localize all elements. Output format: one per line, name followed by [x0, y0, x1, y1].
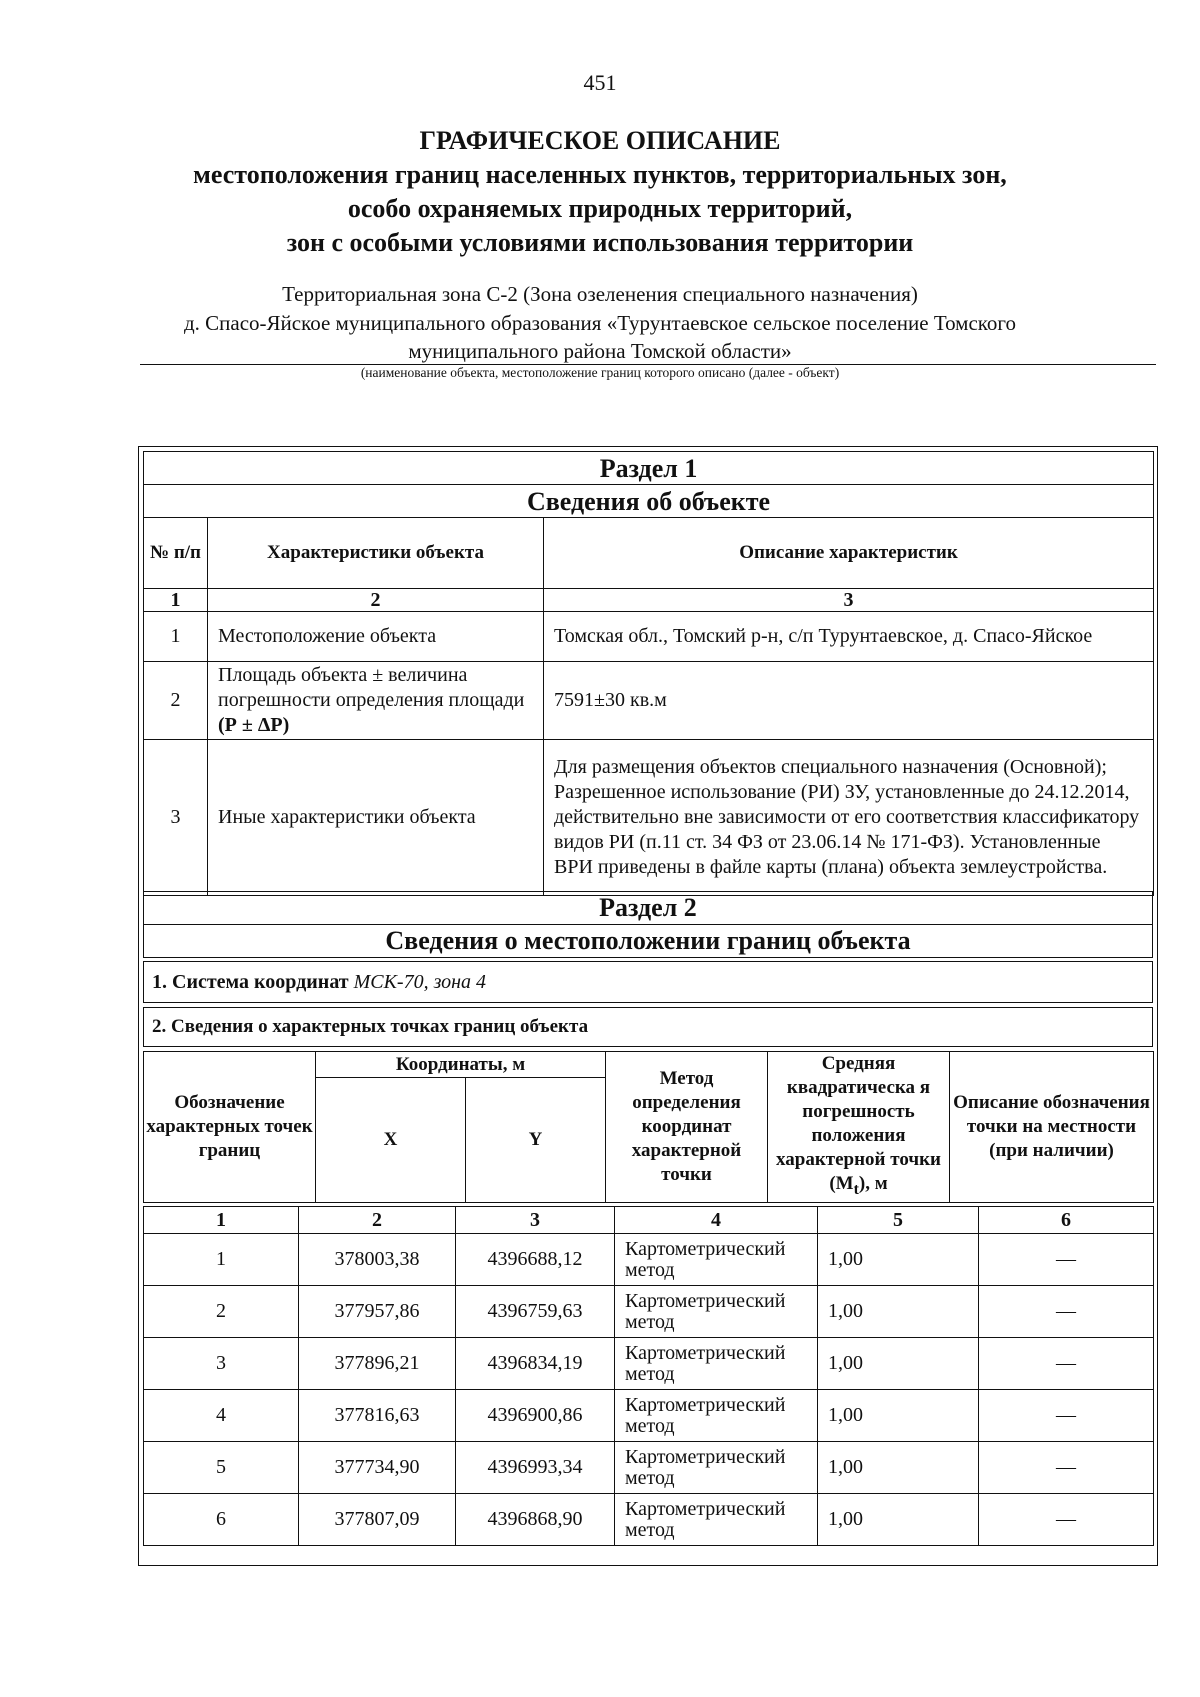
document-subtitle-line-3: зон с особыми условиями использования территории — [286, 228, 914, 257]
coordinate-system — [143, 961, 1153, 1003]
document-subtitle-line-1: местоположения границ населенных пунктов, территориальных зон, — [193, 160, 1007, 189]
column-number: 2 — [299, 1207, 456, 1234]
point-id: 5 — [144, 1442, 299, 1494]
point-error: 1,00 — [818, 1338, 979, 1390]
table-row — [144, 662, 1154, 740]
column-number: 2 — [208, 589, 544, 612]
points-header-table — [143, 1051, 1154, 1203]
point-y: 4396759,63 — [456, 1286, 615, 1338]
point-method: Картометрический метод — [615, 1390, 818, 1442]
table-row — [144, 1442, 1154, 1494]
object-name-line-1: Территориальная зона С-2 (Зона озеленения специального назначения) — [282, 282, 918, 306]
point-y: 4396688,12 — [456, 1234, 615, 1286]
point-description: — — [979, 1494, 1154, 1546]
table-row — [144, 1390, 1154, 1442]
header-error-text: Средняя квадратическа я погрешность положения характерной точки (M — [776, 1053, 941, 1194]
characteristic-name: Иные характеристики объекта — [208, 740, 544, 896]
point-x: 377734,90 — [299, 1442, 456, 1494]
point-y: 4396993,34 — [456, 1442, 615, 1494]
header-error-subscript: t — [853, 1180, 859, 1198]
point-id: 1 — [144, 1234, 299, 1286]
document-title: ГРАФИЧЕСКОЕ ОПИСАНИЕ — [419, 126, 781, 155]
section-2-title-table — [143, 891, 1153, 958]
characteristic-value: Томская обл., Томский р-н, с/п Турунтаевское, д. Спасо-Яйское — [544, 612, 1154, 662]
point-method: Картометрический метод — [615, 1338, 818, 1390]
point-x: 378003,38 — [299, 1234, 456, 1286]
point-error: 1,00 — [818, 1286, 979, 1338]
header-num: № п/п — [144, 518, 208, 589]
object-name-line-3: муниципального района Томской области» — [408, 339, 792, 363]
row-number: 2 — [144, 662, 208, 740]
point-error: 1,00 — [818, 1234, 979, 1286]
point-x: 377816,63 — [299, 1390, 456, 1442]
point-method: Картометрический метод — [615, 1494, 818, 1546]
table-row — [144, 1234, 1154, 1286]
coordinate-system-value: МСК-70, зона 4 — [353, 971, 487, 993]
table-row — [144, 1494, 1154, 1546]
point-method: Картометрический метод — [615, 1286, 818, 1338]
header-coordinates: Координаты, м — [316, 1052, 606, 1078]
point-description: — — [979, 1286, 1154, 1338]
table-row — [144, 612, 1154, 662]
point-x: 377957,86 — [299, 1286, 456, 1338]
object-name-caption: (наименование объекта, местоположение границ которого описано (далее - объект) — [360, 365, 840, 380]
point-id: 2 — [144, 1286, 299, 1338]
header-error — [768, 1052, 950, 1203]
header-x: X — [316, 1078, 466, 1203]
header-method: Метод определения координат характерной точки — [606, 1052, 768, 1203]
column-number: 6 — [979, 1207, 1154, 1234]
header-designation: Обозначение характерных точек границ — [144, 1052, 316, 1203]
point-description: — — [979, 1442, 1154, 1494]
points-table — [143, 1206, 1154, 1546]
characteristic-name: Местоположение объекта — [208, 612, 544, 662]
section-1-title: Раздел 1 — [144, 452, 1154, 485]
section-1-table — [143, 451, 1154, 896]
characteristic-formula: (Р ± ΔР) — [218, 714, 290, 736]
section-2-subtitle: Сведения о местоположении границ объекта — [144, 925, 1153, 958]
section-1-subtitle: Сведения об объекте — [144, 485, 1154, 518]
column-number: 3 — [544, 589, 1154, 612]
point-x: 377896,21 — [299, 1338, 456, 1390]
point-id: 4 — [144, 1390, 299, 1442]
column-number: 5 — [818, 1207, 979, 1234]
column-number: 1 — [144, 589, 208, 612]
row-number: 3 — [144, 740, 208, 896]
point-description: — — [979, 1234, 1154, 1286]
section-2-title: Раздел 2 — [144, 892, 1153, 925]
points-section-title: 2. Сведения о характерных точках границ объекта — [143, 1007, 1153, 1047]
table-row — [144, 740, 1154, 896]
point-y: 4396900,86 — [456, 1390, 615, 1442]
point-y: 4396868,90 — [456, 1494, 615, 1546]
characteristic-value: Для размещения объектов специального назначения (Основной); Разрешенное использование (РИ) ЗУ, установленные до 24.12.2014, действительно вне зависимости от его соответствия классификатору видов РИ (п.11 ст. 34 ФЗ от 23.06.14 № 171-ФЗ). Установленные ВРИ приведены в файле карты (плана) объекта землеустройства. — [544, 740, 1154, 896]
column-number: 1 — [144, 1207, 299, 1234]
header-description: Описание характеристик — [544, 518, 1154, 589]
characteristic-value: 7591±30 кв.м — [544, 662, 1154, 740]
table-row — [144, 1338, 1154, 1390]
point-error: 1,00 — [818, 1442, 979, 1494]
header-y: Y — [466, 1078, 606, 1203]
characteristic-name-cell — [208, 662, 544, 740]
point-method: Картометрический метод — [615, 1442, 818, 1494]
object-name-line-2: д. Спасо-Яйское муниципального образования «Турунтаевское сельское поселение Томского — [183, 311, 1017, 335]
point-y: 4396834,19 — [456, 1338, 615, 1390]
point-error: 1,00 — [818, 1390, 979, 1442]
document-subtitle-line-2: особо охраняемых природных территорий, — [347, 194, 853, 223]
characteristic-name: Площадь объекта ± величина погрешности определения площади — [218, 664, 525, 711]
header-point-description: Описание обозначения точки на местности (при наличии) — [950, 1052, 1154, 1203]
point-id: 6 — [144, 1494, 299, 1546]
point-description: — — [979, 1390, 1154, 1442]
table-row — [144, 1286, 1154, 1338]
point-method: Картометрический метод — [615, 1234, 818, 1286]
point-x: 377807,09 — [299, 1494, 456, 1546]
point-error: 1,00 — [818, 1494, 979, 1546]
page-number: 451 — [583, 70, 617, 95]
coordinate-system-label: 1. Система координат — [152, 971, 349, 993]
point-id: 3 — [144, 1338, 299, 1390]
header-error-unit: ), м — [858, 1173, 888, 1194]
row-number: 1 — [144, 612, 208, 662]
header-characteristics: Характеристики объекта — [208, 518, 544, 589]
column-number: 3 — [456, 1207, 615, 1234]
column-number: 4 — [615, 1207, 818, 1234]
point-description: — — [979, 1338, 1154, 1390]
